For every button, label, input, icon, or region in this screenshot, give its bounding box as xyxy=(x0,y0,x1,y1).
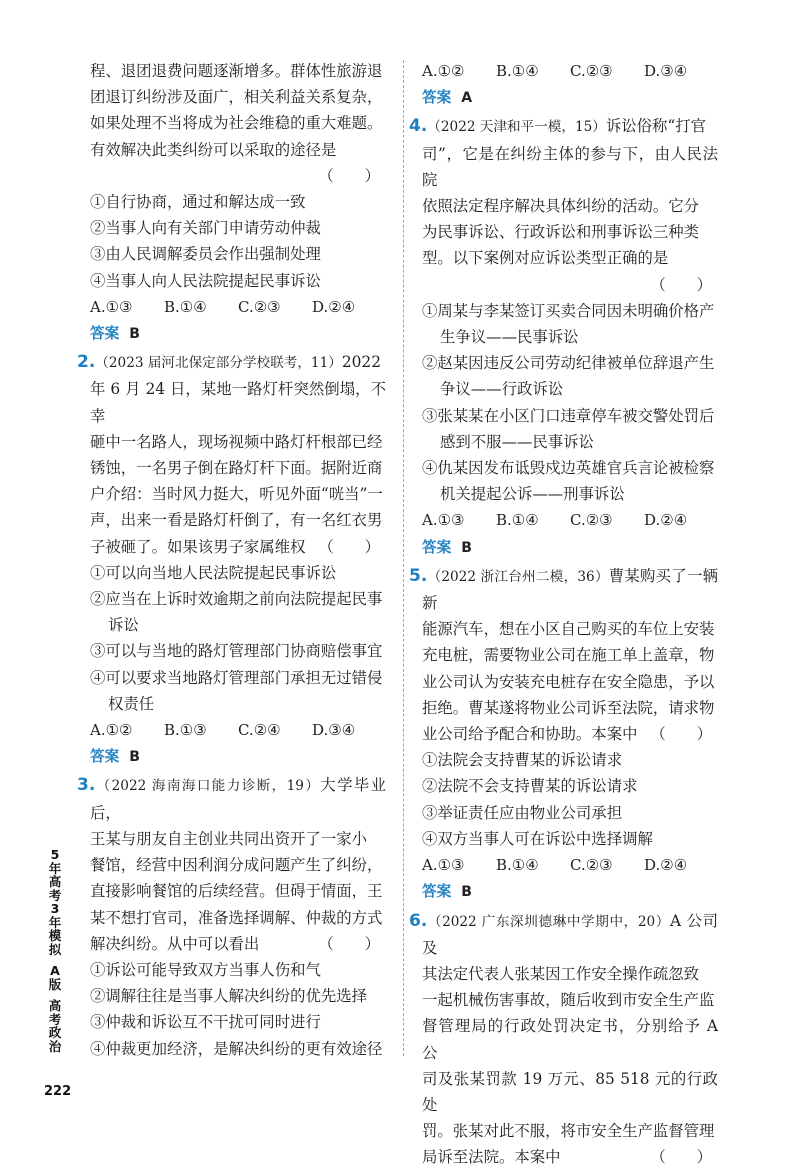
question-number: 6. xyxy=(409,910,428,931)
question-text: A 公司及 xyxy=(422,911,718,957)
question-text-line xyxy=(90,534,386,560)
option-item: ②应当在上诉时效逾期之前向法院提起民事诉讼 xyxy=(90,590,383,635)
series-name-char: 拟 xyxy=(48,941,62,957)
answer-blank: （ ） xyxy=(650,1148,712,1167)
series-name-char: 年 xyxy=(48,860,62,876)
question-text-line: 某不想打官司，准备选择调解、仲裁的方式 xyxy=(90,908,383,927)
question-text-line: 司及张某罚款 19 万元、85 518 元的行政处 xyxy=(422,1069,718,1114)
question-text-line xyxy=(90,931,386,957)
question-text-line: 声，出来一看是路灯杆倒了，有一名红衣男 xyxy=(90,511,383,530)
question-text-line: 充电桩，需要物业公司在施工单上盖章，物 xyxy=(422,646,715,665)
option-item: ④仲裁更加经济，是解决纠纷的更有效途径 xyxy=(90,1039,383,1058)
answer-row xyxy=(422,878,718,905)
question-text-line: 能源汽车，想在小区自己购买的车位上安装 xyxy=(422,620,715,639)
question-text-line: 业公司认为安装充电桩存在安全隐患，予以 xyxy=(422,672,715,691)
question-text-line: 团退订纠纷涉及面广，相关利益关系复杂， xyxy=(90,88,383,107)
choice-b: B.①④ xyxy=(164,297,207,316)
question-previous-end xyxy=(422,58,718,111)
question-number: 2. xyxy=(77,352,96,373)
choice-row xyxy=(422,852,718,878)
choice-c: C.②③ xyxy=(570,856,613,875)
choice-row xyxy=(90,717,386,743)
option-item: ③由人民调解委员会作出强制处理 xyxy=(90,245,321,264)
choice-a: A.①② xyxy=(90,721,133,740)
question-text-line xyxy=(409,113,718,140)
question-text: 解决纠纷。从中可以看出 xyxy=(90,934,260,953)
option-item: ③仲裁和诉讼互不干扰可同时进行 xyxy=(90,1013,321,1032)
choice-c: C.②③ xyxy=(238,297,281,316)
question-text-line: 户介绍：当时风力挺大，听见外面“咣当”一 xyxy=(90,485,383,504)
option-item: ④可以要求当地路灯管理部门承担无过错侵权责任 xyxy=(90,668,383,713)
question-text-line: 餐馆，经营中因利润分成问题产生了纠纷， xyxy=(90,856,383,875)
choice-c: C.②③ xyxy=(570,511,613,530)
answer-blank: （ ） xyxy=(650,275,712,294)
answer-blank: （ ） xyxy=(318,166,380,185)
choice-row xyxy=(422,58,718,84)
option-item: ①周某与李某签订买卖合同因未明确价格产生争议——民事诉讼 xyxy=(422,301,715,347)
question-number: 5. xyxy=(409,565,428,586)
option-item: ②当事人向有关部门申请劳动仲裁 xyxy=(90,219,321,238)
choice-row xyxy=(90,294,386,320)
question-text-line: 年 6 月 24 日，某地一路灯杆突然倒塌，不幸 xyxy=(90,380,386,425)
series-side-label xyxy=(48,848,62,1053)
option-item: ②法院不会支持曹某的诉讼请求 xyxy=(422,777,638,796)
series-name-char: 3 xyxy=(50,901,60,916)
choice-a: A.①③ xyxy=(422,856,465,875)
answer-blank: （ ） xyxy=(318,537,380,556)
choice-b: B.①④ xyxy=(496,511,539,530)
question-text-line: 司”，它是在纠纷主体的参与下，由人民法院 xyxy=(422,144,718,189)
question-6 xyxy=(409,908,718,1171)
choice-c: C.②③ xyxy=(570,62,613,80)
column-divider xyxy=(403,60,404,1056)
question-text-line xyxy=(409,563,718,616)
question-text-line: 一起机械伤害事故，随后收到市安全生产监 xyxy=(422,991,715,1010)
question-text-line: 程、退团退费问题逐渐增多。群体性旅游退 xyxy=(90,62,383,80)
question-3 xyxy=(77,772,386,1061)
series-name-char: 5 xyxy=(50,847,60,862)
question-text: 曹某购买了一辆新 xyxy=(422,566,718,613)
question-text-line: 依照法定程序解决具体纠纷的活动。它分 xyxy=(422,197,700,216)
option-item: ③张某某在小区门口违章停车被交警处罚后感到不服——民事诉讼 xyxy=(422,406,715,451)
question-text: 诉讼俗称“打官 xyxy=(605,117,707,136)
question-text-line: 拒绝。曹某遂将物业公司诉至法院，请求物 xyxy=(422,698,715,717)
answer-row xyxy=(422,534,718,561)
series-name-char: 年 xyxy=(48,914,62,930)
choice-c: C.②④ xyxy=(238,721,281,740)
option-item: ①可以向当地人民法院提起民事诉讼 xyxy=(90,563,337,582)
question-text-line xyxy=(422,1144,718,1170)
question-text: 业公司给予配合和协助。本案中 xyxy=(422,725,638,744)
question-text-line: 督管理局的行政处罚决定书，分别给予 A 公 xyxy=(422,1017,718,1062)
question-source: （2022 广东深圳德琳中学期中，20） xyxy=(427,913,670,930)
question-text-line: 砸中一名路人，现场视频中路灯杆根部已经 xyxy=(90,432,383,451)
choice-d: D.②④ xyxy=(644,511,688,530)
option-item: ②赵某因违反公司劳动纪律被单位辞退产生争议——行政诉讼 xyxy=(422,354,715,399)
question-text: 2022 xyxy=(341,353,381,372)
question-source: （2023 届河北保定部分学校联考，11） xyxy=(95,355,342,372)
answer-label: 答案 xyxy=(90,748,120,766)
choice-a: A.①③ xyxy=(90,297,133,316)
edition-char: A xyxy=(50,963,60,978)
option-item: ③可以与当地的路灯管理部门协商赔偿事宜 xyxy=(90,642,383,661)
question-text-line: 直接影响餐馆的后续经营。但碍于情面，王 xyxy=(90,882,383,901)
answer-value: B xyxy=(129,749,140,766)
option-item: ①自行协商，通过和解达成一致 xyxy=(90,193,306,212)
right-column xyxy=(409,58,718,1171)
answer-blank: （ ） xyxy=(318,934,380,953)
option-item: ②调解往往是当事人解决纠纷的优先选择 xyxy=(90,987,368,1006)
subject-char: 考 xyxy=(48,1011,62,1027)
question-5 xyxy=(409,563,718,906)
question-source: （2022 海南海口能力诊断，19） xyxy=(95,778,321,795)
choice-d: D.②④ xyxy=(312,297,356,316)
question-text-line: 如果处理不当将成为社会维稳的重大难题。 xyxy=(90,114,383,133)
answer-row xyxy=(422,84,718,111)
question-text: 子被砸了。如果该男子家属维权 xyxy=(90,537,306,556)
question-number: 3. xyxy=(77,775,96,796)
series-name-char: 考 xyxy=(48,887,62,903)
series-name-char: 模 xyxy=(48,928,62,943)
choice-a: A.①③ xyxy=(422,511,465,530)
question-4 xyxy=(409,113,718,560)
question-text-line: 锈蚀，一名男子倒在路灯杆下面。据附近商 xyxy=(90,459,383,478)
question-text-line: 型。以下案例对应诉讼类型正确的是 xyxy=(422,249,669,268)
question-continued xyxy=(90,58,386,347)
subject-char: 高 xyxy=(48,998,62,1013)
option-item: ④仇某因发布诋毁戍边英雄官兵言论被检察机关提起公诉——刑事诉讼 xyxy=(422,459,715,504)
answer-blank: （ ） xyxy=(650,725,712,744)
question-text-line xyxy=(77,349,386,376)
answer-label: 答案 xyxy=(422,89,452,107)
option-item: ①诉讼可能导致双方当事人伤和气 xyxy=(90,960,321,979)
question-text: 局诉至法院。本案中 xyxy=(422,1148,561,1167)
question-text-line xyxy=(77,772,386,825)
choice-d: D.②④ xyxy=(644,856,688,875)
answer-label: 答案 xyxy=(422,538,452,556)
question-text-line: 罚。张某对此不服，将市安全生产监督管理 xyxy=(422,1122,715,1141)
choice-row xyxy=(422,507,718,533)
option-item: ④双方当事人可在诉讼中选择调解 xyxy=(422,829,653,848)
answer-value: B xyxy=(129,326,140,343)
left-column xyxy=(77,58,386,1062)
choice-b: B.①④ xyxy=(496,62,539,80)
answer-row xyxy=(90,320,386,347)
question-source: （2022 浙江台州二模，36） xyxy=(427,568,609,585)
question-source: （2022 天津和平一模，15） xyxy=(427,119,606,136)
answer-value: B xyxy=(461,539,472,556)
question-text-line: 其法定代表人张某因工作安全操作疏忽致 xyxy=(422,964,700,983)
option-item: ①法院会支持曹某的诉讼请求 xyxy=(422,751,623,770)
choice-b: B.①③ xyxy=(164,721,207,740)
answer-value: B xyxy=(461,884,472,901)
question-text-line: 为民事诉讼、行政诉讼和刑事诉讼三种类 xyxy=(422,223,700,242)
page-number: 222 xyxy=(44,1084,72,1099)
series-name-char: 高 xyxy=(48,874,62,889)
choice-b: B.①④ xyxy=(496,856,539,875)
option-item: ③举证责任应由物业公司承担 xyxy=(422,803,623,822)
question-text-line xyxy=(409,908,718,961)
question-text-line: 王某与朋友自主创业共同出资开了一家小 xyxy=(90,829,368,848)
choice-d: D.③④ xyxy=(644,62,688,80)
question-text-line: 有效解决此类纠纷可以采取的途径是 xyxy=(90,140,337,159)
question-number: 4. xyxy=(409,116,428,137)
subject-char: 治 xyxy=(48,1038,62,1054)
answer-row xyxy=(90,743,386,770)
question-text-line xyxy=(422,721,718,747)
question-text: 大学毕业后， xyxy=(90,776,386,822)
edition-char: 版 xyxy=(48,976,62,992)
subject-char: 政 xyxy=(48,1025,62,1040)
question-2 xyxy=(77,349,386,770)
answer-value: A xyxy=(461,90,473,107)
option-item: ④当事人向人民法院提起民事诉讼 xyxy=(90,271,321,290)
choice-d: D.③④ xyxy=(312,721,356,740)
answer-label: 答案 xyxy=(422,883,452,901)
choice-a: A.①② xyxy=(422,62,465,80)
answer-label: 答案 xyxy=(90,325,120,343)
